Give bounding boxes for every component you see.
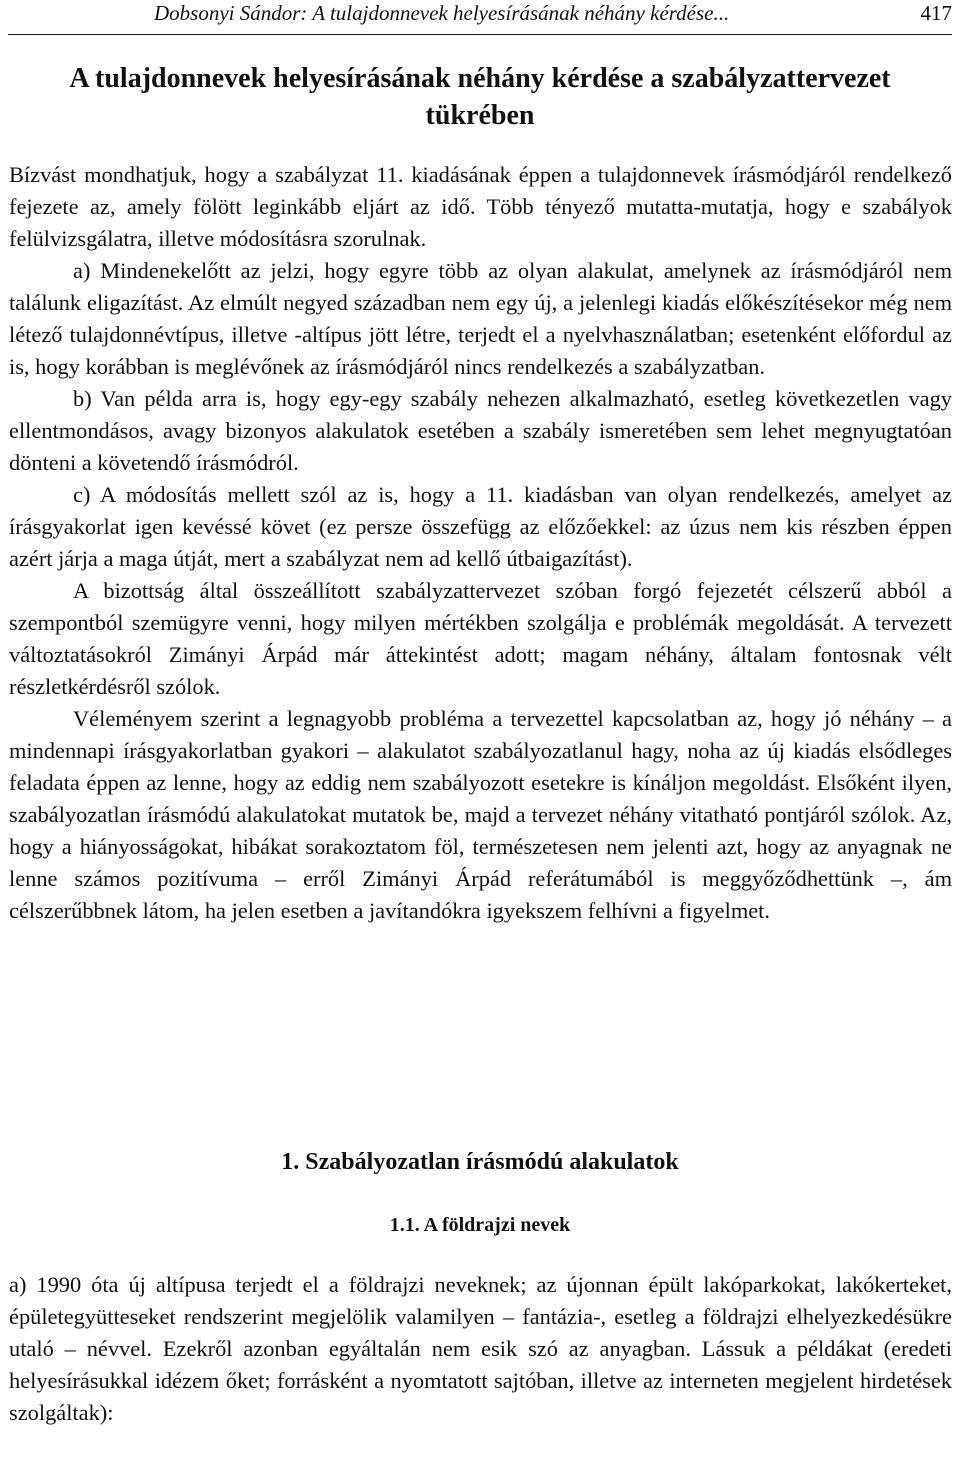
article-title <box>8 60 952 134</box>
running-title: Dobsonyi Sándor: A tulajdonnevek helyesírásának néhány kérdése... <box>154 1 730 25</box>
paragraph-geographic-names: a) 1990 óta új altípusa terjedt el a földrajzi neveknek; az újonnan épült lakóparkokat, lakókerteket, épületegyütteseket rendszerint megjelölik valamilyen – fantázia-, esetleg a földrajzi elhelyezkedésükre utaló – névvel. Ezekről azonban egyáltalán nem esik szó az anyagban. Lássuk a példákat (eredeti helyesírásukkal idézem őket; forrásként a nyomtatott sajtóban, illetve az interneten megjelent hirdetések szolgáltak): <box>9 1272 952 1425</box>
intro-body <box>9 159 952 927</box>
section-heading: 1. Szabályozatlan írásmódú alakulatok <box>281 1149 679 1175</box>
paragraph-b: b) Van példa arra is, hogy egy-egy szabály nehezen alkalmazható, esetleg következetlen vagy ellentmondásos, avagy bizonyos alakulatok esetében a szabály ismeretében sem lehet megnyugtatóan dönteni a követendő írásmódról. <box>9 386 952 475</box>
paragraph-a: a) Mindenekelőtt az jelzi, hogy egyre több az olyan alakulat, amelynek az írásmódjáról nem találunk eligazítást. Az elmúlt negyed században nem egy új, a jelenlegi kiadás előkészítésekor még nem létező tulajdonnévtípus, illetve -altípus jött létre, terjedt el a nyelvhasználatban; esetenként előfordul az is, hogy korábban is meglévőnek az írásmódjáról nincs rendelkezés a szabályzatban. <box>9 258 952 379</box>
section-subheading: 1.1. A földrajzi nevek <box>389 1214 571 1236</box>
paragraph-c: c) A módosítás mellett szól az is, hogy a 11. kiadásban van olyan rendelkezés, amelyet az írásgyakorlat igen kevéssé követ (ez persze összefügg az előzőekkel: az úzus nem kis részben éppen azért járja a maga útját, mert a szabályzat nem ad kellő útbaigazítást). <box>9 482 952 571</box>
page-number: 417 <box>920 1 952 25</box>
paragraph-committee: A bizottság által összeállított szabályzattervezet szóban forgó fejezetét célszerű abból a szempontból szemügyre venni, hogy milyen mértékben szolgálja e problémák megoldását. A tervezett változtatásokról Zimányi Árpád már áttekintést adott; magam néhány, általam fontosnak vélt részletkérdésről szólok. <box>9 578 952 699</box>
section-body <box>9 1269 952 1429</box>
paragraph-intro: Bízvást mondhatjuk, hogy a szabályzat 11. kiadásának éppen a tulajdonnevek írásmódjáról rendelkező fejezete az, amely fölött leginkább eljárt az idő. Több tényező mutatta-mutatja, hogy e szabályok felülvizsgálatra, illetve módosításra szorulnak. <box>9 162 952 251</box>
article-title-line-2: tükrében <box>425 100 535 131</box>
paragraph-opinion: Véleményem szerint a legnagyobb probléma a tervezettel kapcsolatban az, hogy jó néhány – a mindennapi írásgyakorlatban gyakori – alakulatot szabályozatlanul hagy, noha az új kiadás elsődleges feladata éppen az lenne, hogy az eddig nem szabályozott esetekre is kínáljon megoldást. Elsőként ilyen, szabályozatlan írásmódú alakulatokat mutatok be, majd a tervezet néhány vitatható pontjáról szólok. Az, hogy a hiányosságokat, hibákat sorakoztatom föl, természetesen nem jelenti azt, hogy az anyagnak ne lenne számos pozitívuma – erről Zimányi Árpád referátumából is meggyőződhettünk –, ám célszerűbbnek látom, ha jelen esetben a javítandókra igyekszem felhívni a figyelmet. <box>9 706 952 923</box>
running-header <box>8 0 952 35</box>
article-title-line-1: A tulajdonnevek helyesírásának néhány kérdése a szabályzattervezet <box>69 63 891 94</box>
